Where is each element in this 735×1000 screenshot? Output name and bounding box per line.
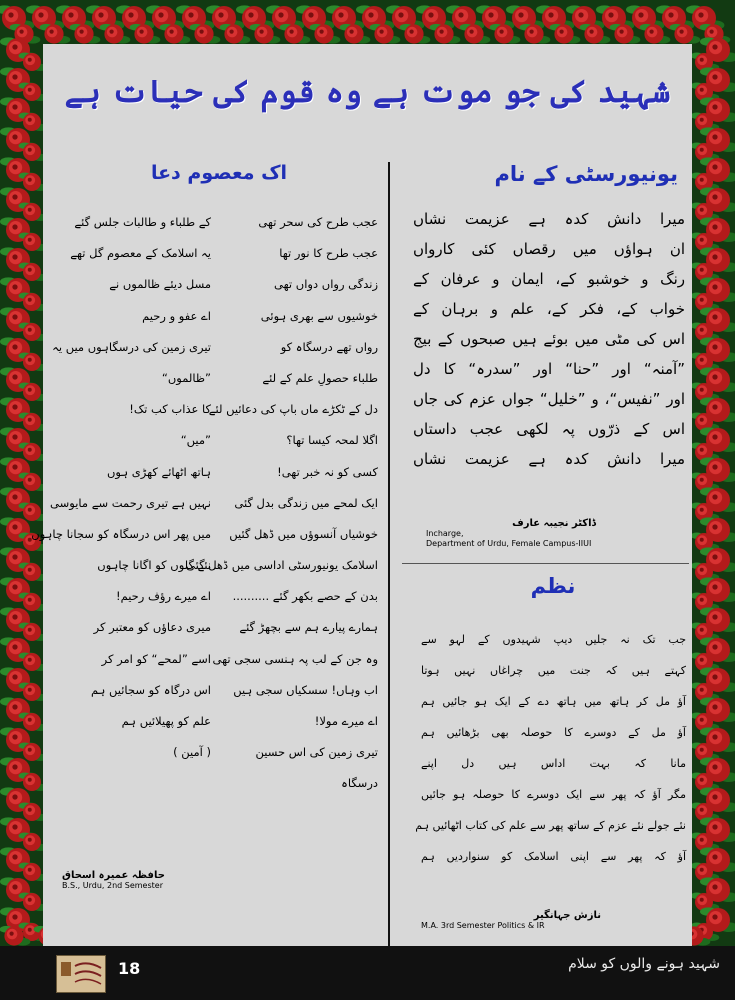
poem-line: اسے ”لمحے“ کو امر کر bbox=[101, 651, 211, 666]
poem-line: تیری زمین کی درسگاہوں میں یہ bbox=[52, 339, 211, 354]
rose-icon bbox=[70, 24, 101, 44]
section-divider bbox=[402, 563, 689, 564]
magazine-logo bbox=[56, 955, 106, 993]
rose-icon bbox=[430, 24, 461, 44]
magazine-page bbox=[31, 44, 692, 946]
poem-line: درسگاہ bbox=[341, 776, 378, 791]
dua-poem-title: اک معصوم دعا bbox=[150, 162, 288, 184]
poem-line: اگلا لمحہ کیسا تھا؟ bbox=[286, 433, 378, 448]
nazm-title: نظم bbox=[530, 574, 576, 598]
poem-line: خوشیوں سے بھری ہوئی bbox=[260, 308, 378, 323]
poem-line: اب وہاں! سسکیاں سجی ہیں bbox=[233, 682, 378, 697]
poem-line: ایک لمحے میں زندگی بدل گئی bbox=[234, 495, 378, 510]
nazm-author bbox=[421, 910, 601, 930]
poem-line: کا عذاب کب تک! bbox=[129, 402, 211, 417]
poem-line: ان ہواؤں میں رقصاں کئی کارواں bbox=[413, 240, 685, 258]
poem-line: ہاتھ اٹھائے کھڑی ہوں bbox=[106, 464, 211, 479]
poem-line: دل کے ٹکڑے ماں باپ کی دعائیں لئے bbox=[208, 402, 378, 417]
author-name: نازش جہانگیر bbox=[533, 910, 601, 921]
poem-line: نئے گلوں کو اگانا چاہوں bbox=[97, 558, 211, 573]
poem-line: عجب طرح کا نور تھا bbox=[279, 246, 378, 261]
poem-line: ”ظالموں“ bbox=[161, 370, 211, 385]
poem-line: علم کو پھیلائیں ہم bbox=[121, 714, 211, 728]
poem-line: میرا دانش کدہ ہے عزیمت نشاں bbox=[413, 210, 685, 228]
poem-line: کہتے ہیں کہ جنت میں چراغاں نہیں ہوتا bbox=[421, 664, 686, 677]
poem-line: اس کے ذرّوں پہ لکھی عجب داستاں bbox=[413, 420, 685, 438]
poem-line: میری دعاؤں کو معتبر کر bbox=[93, 620, 211, 635]
poem-line: نئے جولے نئے عزم کے ساتھ پھر سے علم کی کتاب اٹھائیں ہم bbox=[415, 819, 686, 832]
poem-line: رنگ و خوشبو کے، ایمان و عرفان کے bbox=[413, 270, 685, 288]
poem-line: میرا دانش کدہ ہے عزیمت نشاں bbox=[413, 450, 685, 468]
poem-line: کے طلباء و طالبات جلس گئے bbox=[74, 215, 211, 229]
rose-icon bbox=[340, 24, 371, 44]
poem-line: اس کی مٹی میں بوئے ہیں صبحوں کے بیج bbox=[413, 330, 685, 348]
rose-icon bbox=[400, 24, 431, 44]
poem-line: زندگی رواں دواں تھی bbox=[274, 277, 378, 292]
poem-line: میں پھر اس درسگاہ کو سجانا چاہوں bbox=[31, 526, 211, 541]
poem-line: کسی کو نہ خبر تھی! bbox=[277, 464, 378, 479]
rose-icon bbox=[310, 24, 341, 44]
poem-line: بدن کے حصے بکھر گئے .......... bbox=[232, 589, 378, 604]
page-headline: شہید کی جو موت ہے وہ قوم کی حیات ہے bbox=[64, 74, 671, 110]
page-footer bbox=[0, 946, 735, 1000]
rose-icon bbox=[580, 24, 611, 44]
rose-icon bbox=[490, 24, 521, 44]
poem-line: ”میں“ bbox=[180, 433, 211, 448]
rose-icon bbox=[610, 24, 641, 44]
poem-line: آؤ مل کے دوسرے کا حوصلہ بھی بڑھائیں ہم bbox=[421, 726, 686, 739]
poem-line: خوشیاں آنسوؤں میں ڈھل گئیں bbox=[229, 526, 378, 541]
rose-icon bbox=[670, 24, 701, 44]
poem-line: وہ جن کے لب پہ ہنسی سجی تھی bbox=[212, 651, 378, 666]
rose-icon bbox=[100, 24, 131, 44]
poem-line: ہمارے پیارے ہم سے بچھڑ گئے bbox=[239, 620, 378, 635]
poem-line: اور ”نفیس“، و ”خلیل“ جواں عزم کی جاں bbox=[413, 390, 685, 408]
author-name: حافظہ عمیرہ اسحاق bbox=[62, 870, 165, 881]
footer-slogan: شہید ہونے والوں کو سلام bbox=[568, 956, 720, 972]
author-role: B.S., Urdu, 2nd Semester bbox=[62, 881, 163, 890]
poem-line: اس درگاہ کو سجائیں ہم bbox=[90, 682, 211, 697]
university-poem-author bbox=[426, 518, 596, 549]
author-department: Department of Urdu, Female Campus-IIUI bbox=[426, 539, 592, 548]
poem-line: رواں تھے درسگاہ کو bbox=[280, 339, 378, 354]
poem-line: جب تک نہ جلیں دیپ شہیدوں کے لہو سے bbox=[421, 633, 686, 646]
rose-icon bbox=[370, 24, 401, 44]
poem-line: ”آمنہ“ اور ”حنا“ اور ”سدرہ“ کا دل bbox=[413, 360, 685, 378]
page-number: 18 bbox=[118, 959, 141, 978]
poem-line: اسلامک یونیورسٹی اداسی میں ڈھل گئی bbox=[186, 558, 378, 573]
rose-icon bbox=[640, 24, 671, 44]
rose-icon bbox=[40, 24, 71, 44]
poem-line: مسل دیئے ظالموں نے bbox=[109, 277, 211, 292]
rose-icon bbox=[520, 24, 551, 44]
poem-line: اے میرے رؤف رحیم! bbox=[115, 589, 211, 604]
author-name: ڈاکٹر نجیبہ عارف bbox=[512, 518, 596, 529]
poem-line: عجب طرح کی سحر تھی bbox=[258, 215, 378, 229]
poem-line: یہ اسلامک کے معصوم گل تھے bbox=[70, 246, 211, 261]
university-poem-title: یونیورسٹی کے نام bbox=[494, 162, 678, 186]
dua-poem-author bbox=[62, 870, 232, 890]
poem-line: تیری زمین کی اس حسین bbox=[255, 745, 378, 760]
dua-poem-column-left bbox=[31, 207, 211, 768]
author-role: M.A. 3rd Semester Politics & IR bbox=[421, 921, 545, 930]
poem-line: اے میرے مولا! bbox=[314, 714, 378, 728]
poem-line: اے عفو و رحیم bbox=[142, 308, 211, 323]
rose-icon bbox=[460, 24, 491, 44]
poem-line: ( آمین ) bbox=[173, 745, 211, 760]
poem-line: مانا کہ بہت اداس ہیں دل اپنے bbox=[421, 757, 686, 770]
poem-line: خواب کے، فکر کے، علم و برہان کے bbox=[413, 300, 685, 318]
rose-icon bbox=[550, 24, 581, 44]
rose-icon bbox=[130, 24, 161, 44]
poem-line: نہیں ہے تیری رحمت سے مایوسی bbox=[50, 495, 211, 510]
column-divider bbox=[388, 162, 390, 950]
university-poem bbox=[413, 204, 685, 474]
logo-image bbox=[57, 956, 105, 992]
nazm-poem bbox=[415, 624, 686, 872]
author-role: Incharge, bbox=[426, 529, 464, 538]
poem-line: آؤ مل کر ہاتھ میں ہاتھ دے کے ایک ہو جائیں ہم bbox=[421, 695, 686, 708]
poem-line: مگر آؤ کہ پھر سے ایک دوسرے کا حوصلہ ہو جائیں bbox=[421, 788, 686, 801]
rose-icon bbox=[250, 24, 281, 44]
poem-line: طلباء حصولِ علم کے لئے bbox=[262, 370, 378, 385]
rose-icon bbox=[220, 24, 251, 44]
rose-icon bbox=[160, 24, 191, 44]
poem-line: آؤ کہ پھر سے اپنی اسلامک کو سنواردیں ہم bbox=[421, 850, 686, 863]
rose-icon bbox=[280, 24, 311, 44]
rose-icon bbox=[190, 24, 221, 44]
